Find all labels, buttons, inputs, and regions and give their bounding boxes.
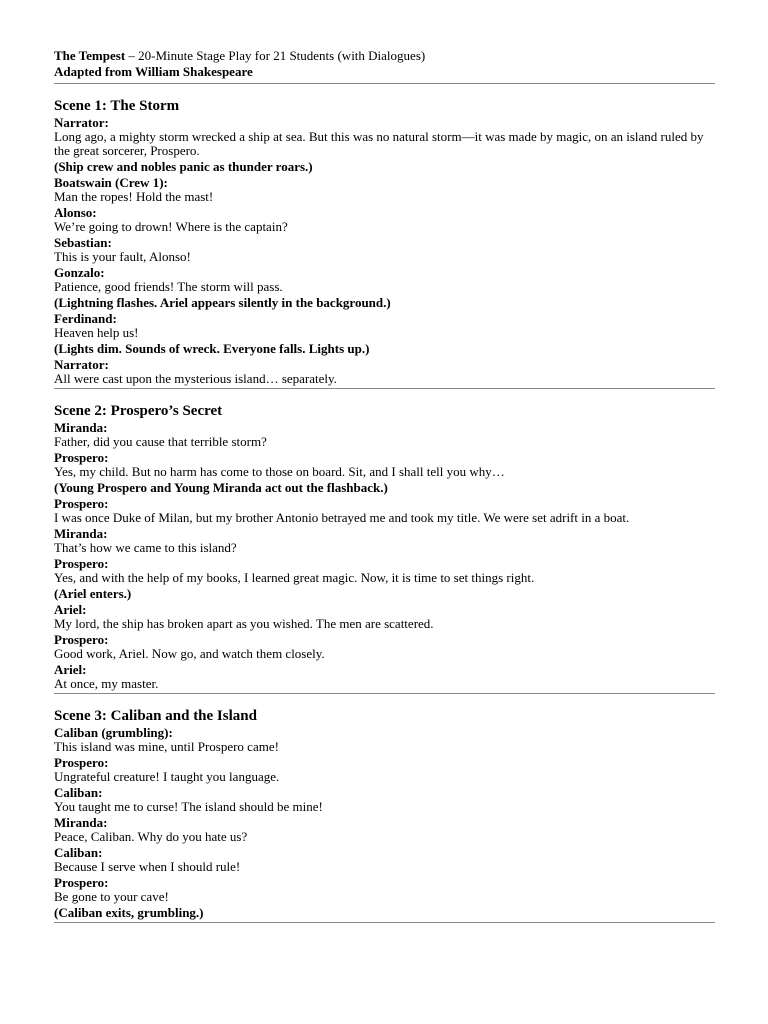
dialogue-line: All were cast upon the mysterious island… separately. <box>54 371 337 386</box>
scenes-container <box>54 98 715 923</box>
dialogue-line: Be gone to your cave! <box>54 889 169 904</box>
header-divider <box>54 83 715 84</box>
scene-title: Scene 1: The Storm <box>54 98 180 114</box>
dialogue-line: Ungrateful creature! I taught you language. <box>54 769 280 784</box>
dialogue-line: This island was mine, until Prospero came! <box>54 739 279 754</box>
stage-direction: (Lightning flashes. Ariel appears silently in the background.) <box>54 295 391 310</box>
dialogue-line: At once, my master. <box>54 676 159 691</box>
dialogue-line: Father, did you cause that terrible storm? <box>54 434 267 449</box>
speaker-name: Prospero: <box>54 556 109 571</box>
speaker-name: Prospero: <box>54 450 109 465</box>
speaker-name: Sebastian: <box>54 235 112 250</box>
dialogue-line: Heaven help us! <box>54 325 139 340</box>
dialogue-line: Long ago, a mighty storm wrecked a ship at sea. But this was no natural storm—it was made by magic, on an island ruled by the great sorcerer, Prospero. <box>54 129 704 158</box>
stage-direction: (Ariel enters.) <box>54 586 132 601</box>
dialogue-line: That’s how we came to this island? <box>54 540 237 555</box>
dialogue-line: Yes, and with the help of my books, I learned great magic. Now, it is time to set things right. <box>54 570 535 585</box>
dialogue-line: Because I serve when I should rule! <box>54 859 241 874</box>
adaptation-credit: Adapted from William Shakespeare <box>54 64 253 79</box>
speaker-name: Ferdinand: <box>54 311 117 326</box>
dialogue-line: I was once Duke of Milan, but my brother Antonio betrayed me and took my title. We were set adrift in a boat. <box>54 510 630 525</box>
speaker-name: Prospero: <box>54 632 109 647</box>
scene-divider <box>54 922 715 923</box>
dialogue-line: You taught me to curse! The island should be mine! <box>54 799 323 814</box>
speaker-name: Caliban (grumbling): <box>54 725 173 740</box>
speaker-name: Narrator: <box>54 357 109 372</box>
stage-direction: (Young Prospero and Young Miranda act out the flashback.) <box>54 480 388 495</box>
speaker-name: Boatswain (Crew 1): <box>54 175 168 190</box>
stage-direction: (Lights dim. Sounds of wreck. Everyone falls. Lights up.) <box>54 341 370 356</box>
speaker-name: Ariel: <box>54 602 87 617</box>
stage-direction: (Caliban exits, grumbling.) <box>54 905 204 920</box>
scene-divider <box>54 693 715 694</box>
speaker-name: Miranda: <box>54 420 108 435</box>
scene-2 <box>54 403 715 694</box>
speaker-name: Caliban: <box>54 845 103 860</box>
speaker-name: Narrator: <box>54 115 109 130</box>
play-title-description: – 20-Minute Stage Play for 21 Students (with Dialogues) <box>125 48 426 63</box>
scene-3 <box>54 708 715 923</box>
speaker-name: Gonzalo: <box>54 265 105 280</box>
dialogue-line: Man the ropes! Hold the mast! <box>54 189 214 204</box>
speaker-name: Caliban: <box>54 785 103 800</box>
dialogue-line: Yes, my child. But no harm has come to those on board. Sit, and I shall tell you why… <box>54 464 505 479</box>
document-page <box>54 48 715 923</box>
scene-divider <box>54 388 715 389</box>
speaker-name: Miranda: <box>54 526 108 541</box>
scene-title: Scene 2: Prospero’s Secret <box>54 403 223 419</box>
dialogue-line: This is your fault, Alonso! <box>54 249 191 264</box>
dialogue-line: Peace, Caliban. Why do you hate us? <box>54 829 248 844</box>
speaker-name: Prospero: <box>54 496 109 511</box>
scene-1 <box>54 98 715 389</box>
speaker-name: Prospero: <box>54 875 109 890</box>
dialogue-line: Patience, good friends! The storm will pass. <box>54 279 283 294</box>
scene-title: Scene 3: Caliban and the Island <box>54 708 257 724</box>
document-subtitle <box>54 64 715 80</box>
speaker-name: Miranda: <box>54 815 108 830</box>
speaker-name: Ariel: <box>54 662 87 677</box>
speaker-name: Prospero: <box>54 755 109 770</box>
speaker-name: Alonso: <box>54 205 97 220</box>
dialogue-line: We’re going to drown! Where is the captain? <box>54 219 288 234</box>
play-title: The Tempest <box>54 48 126 63</box>
dialogue-line: Good work, Ariel. Now go, and watch them closely. <box>54 646 325 661</box>
document-title <box>54 48 715 64</box>
stage-direction: (Ship crew and nobles panic as thunder roars.) <box>54 159 313 174</box>
dialogue-line: My lord, the ship has broken apart as you wished. The men are scattered. <box>54 616 434 631</box>
